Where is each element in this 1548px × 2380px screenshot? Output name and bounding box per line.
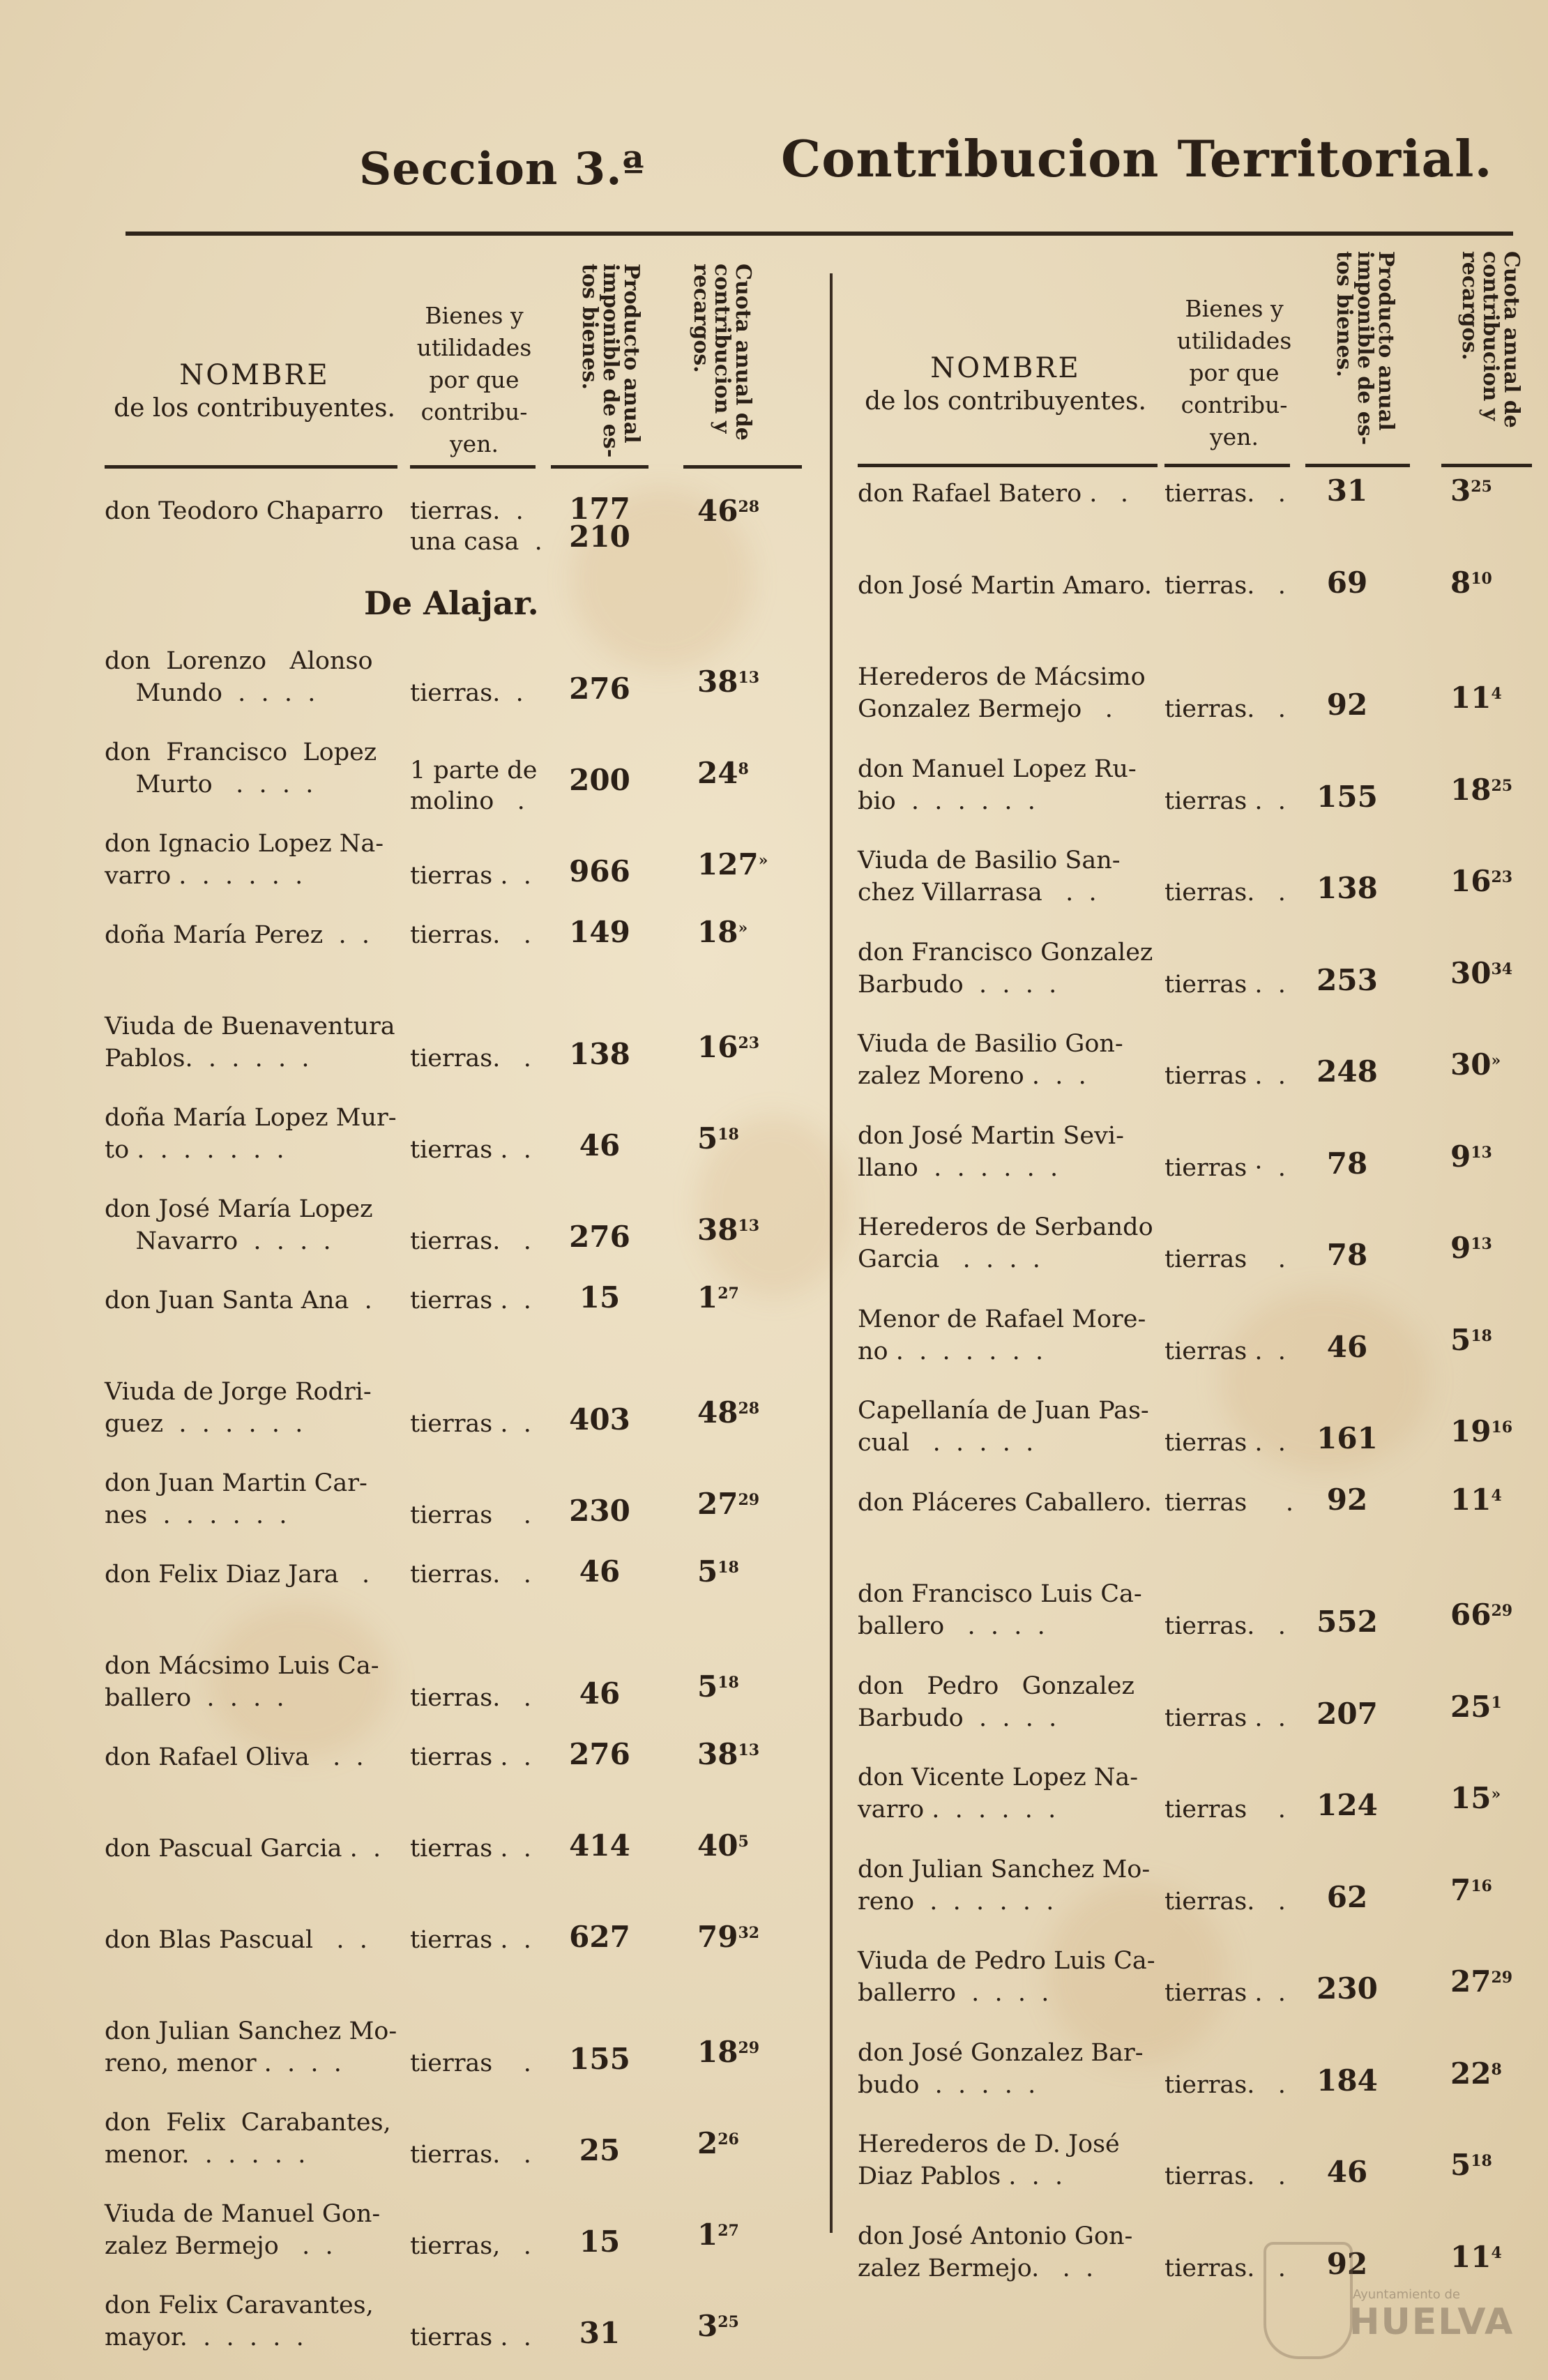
- product-value: 161: [1316, 1421, 1378, 1455]
- contributor-name-cont: Barbudo . . . .: [858, 970, 1057, 999]
- table-row: [852, 661, 1522, 731]
- property-kind: tierras . .: [410, 862, 531, 890]
- quota-value: $2^{26}$: [697, 2126, 739, 2160]
- product-value: 31: [579, 2316, 621, 2350]
- quota-value: $40^5$: [697, 1828, 749, 1863]
- quota-value: 30»: [1450, 1047, 1501, 1082]
- contributor-name: don Juan Santa Ana .: [105, 1287, 372, 1314]
- quota-value: $11^4$: [1450, 1482, 1502, 1517]
- contributor-name: don José Martin Amaro.: [858, 571, 1153, 600]
- product-value: 138: [569, 1037, 630, 1071]
- right-header: [852, 251, 1522, 474]
- contributor-name: don Julian Sanchez Mo-: [858, 1855, 1151, 1883]
- table-row: [852, 1395, 1522, 1464]
- contributor-name: doña María Perez . .: [105, 921, 370, 949]
- contributor-name-cont: Gonzalez Bermejo .: [858, 695, 1113, 723]
- quota-value: $5^{18}$: [697, 1554, 739, 1589]
- header-bienes: Bienes y utilidades por que contribu-yen.: [1176, 295, 1292, 450]
- quota-value: $5^{18}$: [1450, 1322, 1492, 1357]
- property-kind: tierras. .: [410, 1227, 531, 1255]
- contributor-name: don José María Lopez: [105, 1195, 373, 1223]
- table-row: [852, 937, 1522, 1006]
- quota-value: $48^{28}$: [697, 1395, 760, 1430]
- quota-value: $3^{25}$: [697, 2309, 739, 2343]
- product-value: 627: [569, 1920, 630, 1954]
- watermark-text-small: Ayuntamiento de: [1353, 2287, 1460, 2302]
- table-row: [105, 1280, 823, 1354]
- quota-value: $22^8$: [1450, 2056, 1502, 2091]
- product-value: 276: [569, 1737, 630, 1771]
- subheading: De Alajar.: [364, 584, 539, 622]
- quota-value: $18^{29}$: [697, 2035, 760, 2069]
- table-row: [105, 2107, 823, 2176]
- property-kind: tierras . .: [1164, 1429, 1286, 1457]
- quota-value: $16^{23}$: [1450, 864, 1513, 898]
- table-row: [852, 1303, 1522, 1373]
- product-value: 31: [1326, 473, 1368, 508]
- quota-value: $16^{23}$: [697, 1030, 760, 1064]
- product-value: 403: [569, 1402, 630, 1437]
- contributor-name-cont: cual . . . . .: [858, 1429, 1034, 1457]
- contributor-name-cont: Diaz Pablos . . .: [858, 2162, 1063, 2190]
- table-row: [852, 1670, 1522, 1740]
- quota-value: $79^{32}$: [697, 1920, 760, 1954]
- contributor-name: don Felix Caravantes,: [105, 2291, 374, 2319]
- contributor-name-cont: Garcia . . . .: [858, 1245, 1040, 1273]
- property-kind: tierras. .: [1164, 1612, 1286, 1640]
- section-title: Seccion 3.ª: [359, 143, 645, 195]
- contributor-name: don Julian Sanchez Mo-: [105, 2017, 397, 2045]
- contributor-name: don Juan Martin Car-: [105, 1469, 367, 1497]
- product-value: 155: [569, 2042, 630, 2076]
- table-row: [105, 1554, 823, 1628]
- watermark-text: HUELVA: [1349, 2301, 1515, 2343]
- quota-value: $19^{16}$: [1450, 1414, 1513, 1448]
- contributor-name: don Ignacio Lopez Na-: [105, 830, 384, 858]
- property-kind: tierras .: [410, 2049, 531, 2077]
- property-kind: tierras . .: [1164, 970, 1286, 999]
- contributor-name-cont: Pablos. . . . . .: [105, 1045, 310, 1072]
- quota-value: 18»: [697, 915, 748, 949]
- property-kind: tierras . .: [410, 1410, 531, 1438]
- quota-value: $66^{29}$: [1450, 1598, 1513, 1632]
- quota-value: $25^1$: [1450, 1689, 1502, 1724]
- top-rule: [126, 232, 1513, 236]
- property-kind: tierras. .: [1164, 2254, 1286, 2282]
- property-kind: tierras. .: [1164, 2162, 1286, 2190]
- product-value: 78: [1326, 1238, 1368, 1272]
- table-row: [105, 1920, 823, 1994]
- quota-value: 127»: [697, 847, 768, 881]
- quota-value: $24^8$: [697, 756, 749, 790]
- contributor-name-cont: varro . . . . . .: [105, 862, 303, 890]
- quota-value: 15»: [1450, 1781, 1501, 1815]
- table-row: [105, 2289, 823, 2359]
- table-row: [852, 1482, 1522, 1556]
- contributor-name-cont: to . . . . . . .: [105, 1136, 284, 1164]
- product-value: 46: [579, 1128, 621, 1162]
- property-kind: tierras. .: [1164, 879, 1286, 907]
- product-value: 15: [579, 2224, 621, 2259]
- property-kind: tierras . .: [1164, 1062, 1286, 1090]
- product-value: 92: [1326, 1482, 1368, 1517]
- product-value: 149: [569, 915, 630, 949]
- header-name: NOMBRE de los contribuyentes.: [865, 352, 1146, 416]
- property-kind: tierras. .: [1164, 571, 1286, 600]
- product-value: 46: [579, 1554, 621, 1589]
- table-row: [852, 2128, 1522, 2198]
- product-value: 124: [1316, 1788, 1378, 1822]
- product-value: 276: [569, 1220, 630, 1254]
- product-value: 46: [579, 1676, 621, 1711]
- table-row: [852, 2220, 1522, 2290]
- property-kind: tierras . .: [410, 1926, 531, 1954]
- property-kind: tierras . .: [410, 2324, 531, 2351]
- property-kind: tierras .: [410, 1501, 531, 1529]
- header-producto: Producto anual imponible de es-tos bienes.: [1332, 251, 1398, 446]
- contributor-name: don José Antonio Gon-: [858, 2222, 1133, 2250]
- contributor-name-cont: reno . . . . . .: [858, 1887, 1054, 1916]
- property-kind: tierras. .: [1164, 2070, 1286, 2099]
- contributor-name: don Blas Pascual . .: [105, 1926, 367, 1954]
- contributor-name: Herederos de Mácsimo: [858, 663, 1146, 691]
- quota-value: $27^{29}$: [697, 1487, 760, 1521]
- contributor-name: don Francisco Luis Ca-: [858, 1580, 1142, 1608]
- product-value: 69: [1326, 565, 1368, 600]
- product-value: 230: [1316, 1971, 1378, 2006]
- table-row: don Teodoro Chaparro tierras. . una casa . 177 210 $46^{28}$: [105, 492, 760, 556]
- table-row: [852, 844, 1522, 914]
- table-row: [852, 1578, 1522, 1648]
- product-value: 155: [1316, 779, 1378, 814]
- left-column: [105, 251, 823, 2351]
- product-value: 276: [569, 672, 630, 706]
- contributor-name-cont: Barbudo . . . .: [858, 1704, 1057, 1732]
- table-row: [852, 1854, 1522, 1923]
- property-kind: tierras. .: [1164, 695, 1286, 723]
- product-value: 248: [1316, 1054, 1378, 1089]
- contributor-name-cont: reno, menor . . . .: [105, 2049, 342, 2077]
- contributor-name-cont: zalez Moreno . . .: [858, 1062, 1086, 1090]
- quota-value: $38^{13}$: [697, 1737, 760, 1771]
- left-header: [105, 251, 823, 474]
- contributor-name: don Lorenzo Alonso: [105, 647, 373, 675]
- quota-value: $38^{13}$: [697, 1213, 760, 1247]
- contributor-name: Menor de Rafael More-: [858, 1305, 1146, 1333]
- contributor-name-cont: guez . . . . . .: [105, 1410, 303, 1438]
- property-kind: 1 parte de: [410, 757, 538, 785]
- column-divider: [830, 273, 833, 2233]
- contributor-name-cont: Navarro . . . .: [105, 1227, 331, 1255]
- contributor-name: don Pláceres Caballero.: [858, 1488, 1152, 1517]
- quota-value: $1^{27}$: [697, 2218, 739, 2252]
- property-kind: tierras .: [1164, 1245, 1286, 1273]
- header-cuota: Cuota anual de contribucion y recargos.: [689, 264, 755, 441]
- contributor-name: don Vicente Lopez Na-: [858, 1764, 1139, 1791]
- property-kind: tierras · .: [1164, 1153, 1286, 1182]
- product-value: 552: [1316, 1605, 1378, 1639]
- product-value: 25: [579, 2133, 621, 2167]
- quota-value: $5^{18}$: [697, 1121, 739, 1155]
- quota-value: $3^{25}$: [1450, 473, 1492, 508]
- contributor-name: don Pedro Gonzalez: [858, 1672, 1135, 1700]
- page-title: Contribucion Territorial.: [781, 129, 1493, 188]
- contributor-name: Viuda de Basilio San-: [858, 847, 1121, 874]
- property-kind: tierras. .: [1164, 480, 1286, 508]
- product-value: 230: [569, 1494, 630, 1528]
- table-row: [105, 915, 823, 989]
- contributor-name: Viuda de Jorge Rodri-: [105, 1378, 372, 1406]
- table-row: [105, 645, 823, 715]
- header-cuota: Cuota anual de contribucion y recargos.: [1457, 251, 1524, 428]
- contributor-name: don José Gonzalez Bar-: [858, 2038, 1144, 2067]
- contributor-name: Herederos de Serbando: [858, 1213, 1153, 1241]
- product-value: 966: [569, 854, 630, 888]
- property-kind: tierras. .: [410, 1561, 531, 1589]
- right-column: [852, 251, 1524, 2282]
- contributor-name-cont: budo . . . . .: [858, 2070, 1036, 2099]
- property-kind: tierras .: [1164, 1796, 1286, 1824]
- table-row: [852, 1211, 1522, 1281]
- product-value: 62: [1326, 1879, 1368, 1914]
- table-row: [852, 565, 1522, 639]
- property-kind: tierras . .: [410, 1835, 531, 1863]
- product-value: 15: [579, 1280, 621, 1314]
- quota-value: $9^{13}$: [1450, 1139, 1492, 1174]
- contributor-name: don Rafael Batero . .: [858, 480, 1128, 508]
- table-row: [852, 1028, 1522, 1098]
- table-row: [105, 2015, 823, 2085]
- contributor-name: Viuda de Pedro Luis Ca-: [858, 1947, 1155, 1975]
- quota-value: $1^{27}$: [697, 1280, 739, 1314]
- table-row: [105, 1650, 823, 1720]
- property-kind: tierras . .: [1164, 1704, 1286, 1732]
- property-kind: tierras. .: [410, 1045, 531, 1072]
- contributor-name-cont: ballerro . . . .: [858, 1979, 1049, 2007]
- contributor-name: Viuda de Buenaventura: [105, 1013, 395, 1040]
- product-value: 253: [1316, 962, 1378, 997]
- contributor-name-cont: varro . . . . . .: [858, 1796, 1056, 1824]
- quota-value: $7^{16}$: [1450, 1872, 1492, 1907]
- property-kind: tierras. .: [410, 1684, 531, 1712]
- property-kind: tierras .: [1164, 1488, 1294, 1517]
- quota-value: $11^4$: [1450, 2239, 1502, 2274]
- product-value: 200: [569, 763, 630, 797]
- quota-value: $9^{13}$: [1450, 1231, 1492, 1265]
- table-row: [852, 753, 1522, 823]
- contributor-name: don Manuel Lopez Ru-: [858, 755, 1137, 783]
- contributor-name: Viuda de Manuel Gon-: [105, 2200, 381, 2228]
- contributor-name-cont: bio . . . . . .: [858, 787, 1035, 815]
- quota-value: $8^{10}$: [1450, 565, 1492, 600]
- property-kind: tierras. .: [410, 2141, 531, 2169]
- contributor-name: don Pascual Garcia . .: [105, 1835, 381, 1863]
- table-row: [852, 473, 1522, 547]
- contributor-name: don Felix Diaz Jara .: [105, 1561, 370, 1589]
- table-row: [852, 2037, 1522, 2107]
- table-row: [105, 1376, 823, 1446]
- table-row: [852, 1945, 1522, 2015]
- contributor-name-cont: ballero . . . .: [105, 1684, 284, 1712]
- product-value: 92: [1326, 2246, 1368, 2281]
- table-row: [105, 2198, 823, 2268]
- property-kind: tierras . .: [410, 1136, 531, 1164]
- table-row: [105, 736, 823, 815]
- property-kind: tierras. .: [1164, 1887, 1286, 1916]
- quota-value: $27^{29}$: [1450, 1964, 1513, 1999]
- contributor-name-cont: Mundo . . . .: [105, 679, 316, 707]
- header-name: NOMBRE de los contribuyentes.: [114, 359, 395, 423]
- contributor-name-cont: nes . . . . . .: [105, 1501, 287, 1529]
- table-row: [852, 1761, 1522, 1831]
- table-row: [105, 1467, 823, 1537]
- property-kind: tierras . .: [410, 1743, 531, 1771]
- contributor-name: don Francisco Lopez: [105, 738, 377, 766]
- quota-value: $18^{25}$: [1450, 772, 1513, 807]
- contributor-name-cont: zalez Bermejo. . .: [858, 2254, 1094, 2282]
- table-row: [105, 828, 823, 897]
- contributor-name: Viuda de Basilio Gon-: [858, 1030, 1123, 1058]
- property-kind: tierras. .: [410, 921, 531, 949]
- contributor-name: don Felix Carabantes,: [105, 2109, 391, 2137]
- quota-value: $38^{13}$: [697, 665, 760, 699]
- contributor-name: don Francisco Gonzalez: [858, 938, 1153, 967]
- quota-value: $5^{18}$: [697, 1669, 739, 1704]
- contributor-name: don Rafael Oliva . .: [105, 1743, 364, 1771]
- product-value: 46: [1326, 2155, 1368, 2189]
- contributor-name: Capellanía de Juan Pas-: [858, 1397, 1149, 1425]
- header-producto: Producto anual imponible de es-tos bienes.: [577, 264, 644, 458]
- watermark-logo: [1264, 2242, 1353, 2359]
- quota-value: $11^4$: [1450, 681, 1502, 715]
- quota-value: $5^{18}$: [1450, 2148, 1492, 2182]
- property-kind: tierras . .: [1164, 1337, 1286, 1365]
- contributor-name-cont: llano . . . . . .: [858, 1153, 1058, 1182]
- table-row: [105, 1102, 823, 1172]
- contributor-name: don José Martin Sevi-: [858, 1121, 1124, 1150]
- table-row: [105, 1828, 823, 1902]
- contributor-name-cont: Murto . . . .: [105, 771, 314, 798]
- product-value: 46: [1326, 1329, 1368, 1364]
- contributor-name-cont: zalez Bermejo . .: [105, 2232, 333, 2260]
- property-kind: tierras . .: [410, 1287, 531, 1314]
- property-kind: tierras . .: [1164, 787, 1286, 815]
- contributor-name-cont: chez Villarrasa . .: [858, 879, 1097, 907]
- product-value: 184: [1316, 2063, 1378, 2098]
- table-row: [852, 1120, 1522, 1190]
- product-value: 92: [1326, 688, 1368, 722]
- contributor-name-cont: no . . . . . . .: [858, 1337, 1044, 1365]
- table-row: [105, 1010, 823, 1080]
- contributor-name: don Mácsimo Luis Ca-: [105, 1652, 379, 1680]
- property-kind: tierras. .: [410, 679, 524, 707]
- contributor-name-cont: mayor. . . . . .: [105, 2324, 304, 2351]
- product-value: 78: [1326, 1146, 1368, 1181]
- product-value: 207: [1316, 1696, 1378, 1731]
- quota-value: $30^{34}$: [1450, 955, 1513, 990]
- contributor-name-cont: menor. . . . . .: [105, 2141, 306, 2169]
- property-kind: tierras . .: [1164, 1979, 1286, 2007]
- property-kind: tierras, .: [410, 2232, 531, 2260]
- table-row: [105, 1737, 823, 1811]
- product-value: 414: [569, 1828, 630, 1863]
- contributor-name: Herederos de D. José: [858, 2130, 1120, 2158]
- contributor-name-cont: ballero . . . .: [858, 1612, 1045, 1640]
- header-bienes: Bienes y utilidades por que contribu-yen.: [416, 302, 532, 457]
- contributor-name: doña María Lopez Mur-: [105, 1104, 397, 1132]
- product-value: 138: [1316, 871, 1378, 905]
- property-kind-cont: molino .: [410, 787, 525, 815]
- table-row: [105, 1193, 823, 1263]
